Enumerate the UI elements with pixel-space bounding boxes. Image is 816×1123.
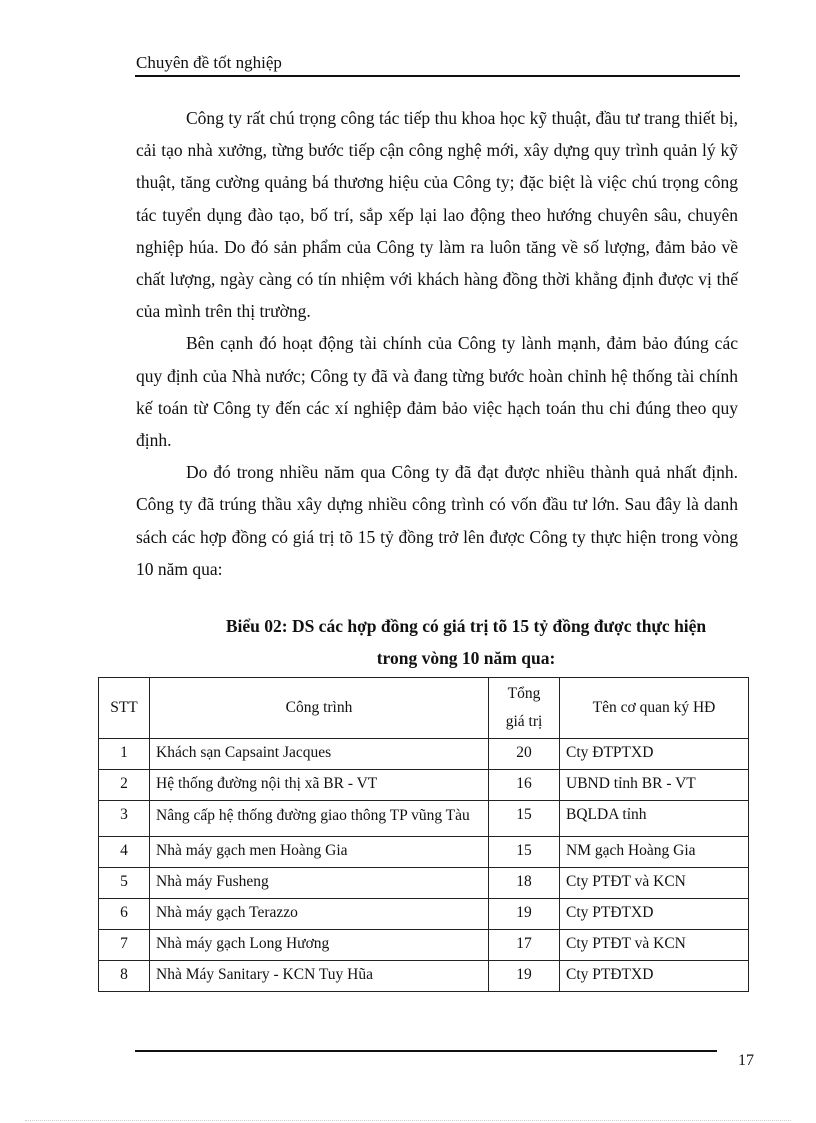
cell-co-quan: Cty ĐTPTXD: [560, 739, 749, 770]
cell-stt: 5: [99, 868, 150, 899]
cell-co-quan: Cty PTĐTXD: [560, 899, 749, 930]
cell-co-quan: UBND tỉnh BR - VT: [560, 770, 749, 801]
cell-gia-tri: 20: [489, 739, 560, 770]
cell-gia-tri: 16: [489, 770, 560, 801]
cell-cong-trinh: Nhà máy gạch men Hoàng Gia: [150, 837, 489, 868]
table-caption: [136, 610, 738, 674]
column-header-co-quan: Tên cơ quan ký HĐ: [560, 678, 749, 739]
cell-gia-tri: 19: [489, 961, 560, 992]
cell-stt: 2: [99, 770, 150, 801]
cell-gia-tri: 15: [489, 837, 560, 868]
body-text: [136, 102, 738, 585]
cell-gia-tri: 17: [489, 930, 560, 961]
cell-stt: 6: [99, 899, 150, 930]
cell-cong-trinh: Nhà Máy Sanitary - KCN Tuy Hũa: [150, 961, 489, 992]
cell-co-quan: Cty PTĐT và KCN: [560, 868, 749, 899]
cell-stt: 8: [99, 961, 150, 992]
cell-co-quan: Cty PTĐTXD: [560, 961, 749, 992]
cell-co-quan: NM gạch Hoàng Gia: [560, 837, 749, 868]
page-edge-dotted-line: [25, 1120, 791, 1121]
cell-stt: 4: [99, 837, 150, 868]
column-header-cong-trinh: Công trình: [150, 678, 489, 739]
table-row: [99, 961, 749, 992]
table-row: [99, 930, 749, 961]
table-row: [99, 868, 749, 899]
paragraph: Do đó trong nhiều năm qua Công ty đã đạt được nhiều thành quả nhất định. Công ty đã trúng thầu xây dựng nhiều công trình có vốn đầu tư lớn. Sau đây là danh sách các hợp đồng có giá trị tõ 15 tỷ đồng trở lên được Công ty thực hiện trong vòng 10 năm qua:: [136, 462, 738, 579]
page-header-title: Chuyên đề tốt nghiệp: [136, 53, 282, 72]
cell-gia-tri: 15: [489, 801, 560, 837]
paragraph: Bên cạnh đó hoạt động tài chính của Công ty lành mạnh, đảm bảo đúng các quy định của Nhà nước; Công ty đã và đang từng bước hoàn chỉnh hệ thống tài chính kế toán từ Công ty đến các xí nghiệp đảm bảo việc hạch toán thu chi đúng theo quy định.: [136, 333, 738, 451]
column-header-tong-gia-tri: [489, 678, 560, 739]
cell-co-quan: Cty PTĐT và KCN: [560, 930, 749, 961]
cell-cong-trinh: Khách sạn Capsaint Jacques: [150, 739, 489, 770]
table-row: [99, 899, 749, 930]
footer-divider: [135, 1050, 717, 1052]
cell-stt: 3: [99, 801, 150, 837]
paragraph: Công ty rất chú trọng công tác tiếp thu khoa học kỹ thuật, đầu tư trang thiết bị, cải tạo nhà xưởng, từng bước tiếp cận công nghệ mới, xây dựng quy trình quản lý kỹ thuật, tăng cường quảng bá thương hiệu của Công ty; đặc biệt là việc chú trọng công tác tuyển dụng đào tạo, bố trí, sắp xếp lại lao động theo hướng chuyên sâu, chuyên nghiệp húa. Do đó sản phẩm của Công ty làm ra luôn tăng về số lượng, đảm bảo về chất lượng, ngày càng có tín nhiệm với khách hàng đồng thời khẳng định được vị thế của mình trên thị trường.: [136, 108, 738, 322]
table-row: [99, 801, 749, 837]
contracts-table: [98, 677, 749, 992]
column-header-stt: STT: [99, 678, 150, 739]
column-header-tong-line: giá trị: [505, 713, 543, 730]
cell-stt: 1: [99, 739, 150, 770]
cell-stt: 7: [99, 930, 150, 961]
table-caption-line: trong vòng 10 năm qua:: [376, 648, 556, 668]
cell-gia-tri: 19: [489, 899, 560, 930]
header-divider: [135, 75, 740, 77]
table-caption-line: Biểu 02: DS các hợp đồng có giá trị tõ 15 tỷ đồng được thực hiện: [225, 616, 707, 636]
table-row: [99, 837, 749, 868]
cell-co-quan: BQLDA tỉnh: [560, 801, 749, 837]
table-row: [99, 739, 749, 770]
page-number: 17: [738, 1052, 754, 1069]
cell-cong-trinh: Hệ thống đường nội thị xã BR - VT: [150, 770, 489, 801]
cell-cong-trinh: Nâng cấp hệ thống đường giao thông TP vũng Tàu: [150, 801, 489, 837]
cell-cong-trinh: Nhà máy gạch Long Hương: [150, 930, 489, 961]
table-header-row: [99, 678, 749, 739]
cell-gia-tri: 18: [489, 868, 560, 899]
cell-cong-trinh: Nhà máy gạch Terazzo: [150, 899, 489, 930]
column-header-tong-line: Tổng: [507, 685, 541, 702]
table-row: [99, 770, 749, 801]
cell-cong-trinh: Nhà máy Fusheng: [150, 868, 489, 899]
